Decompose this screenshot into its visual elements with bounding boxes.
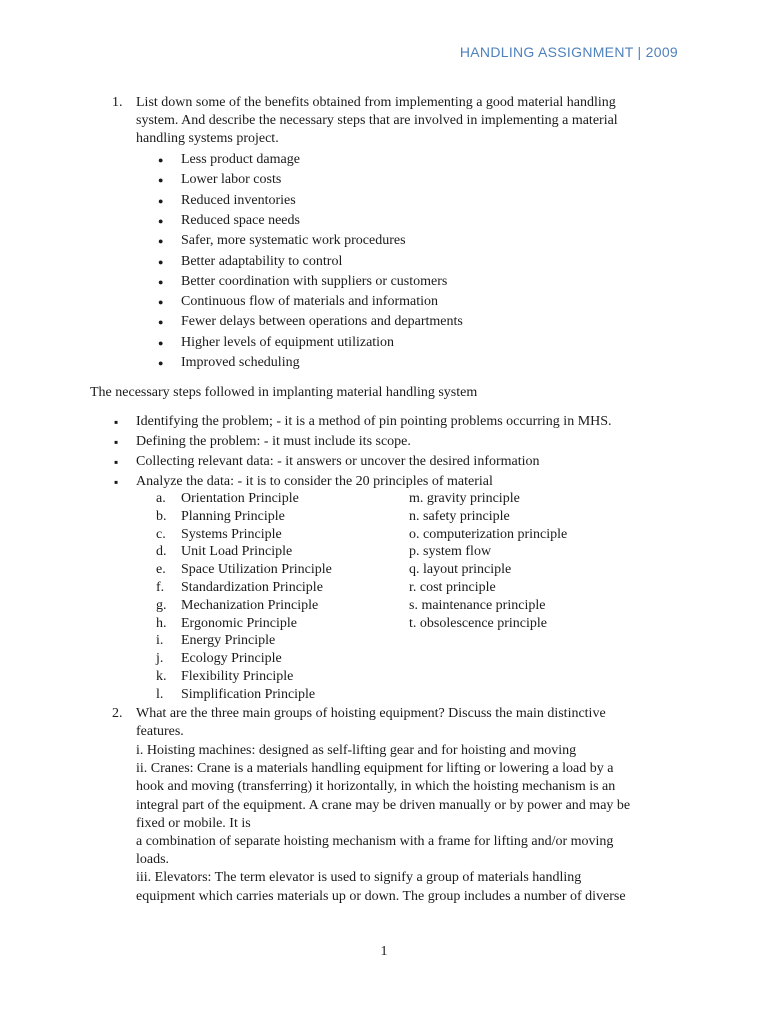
answer-line: fixed or mobile. It is <box>136 815 251 831</box>
benefit-item: ● Fewer delays between operations and departments <box>181 313 463 331</box>
principle-item <box>156 597 319 615</box>
question-line: handling systems project. <box>136 131 279 146</box>
principle-text: Ecology Principle <box>181 651 282 667</box>
question-line: system. And describe the necessary steps that are involved in implementing a material <box>136 113 618 128</box>
principle-item <box>156 526 282 544</box>
principle-text: Orientation Principle <box>181 491 299 506</box>
principle-text: Mechanization Principle <box>181 597 319 613</box>
principle-letter: g. <box>156 597 167 613</box>
principle-item <box>156 632 276 650</box>
principle-letter: f. <box>156 580 165 595</box>
answer-line: i. Hoisting machines: designed as self-lifting gear and for hoisting and moving <box>136 743 577 758</box>
question-line: What are the three main groups of hoisting equipment? Discuss the main distinctive <box>136 706 606 721</box>
principle-item: r. cost principle <box>409 580 496 595</box>
principle-letter: e. <box>156 562 166 578</box>
principle-item: o. computerization principle <box>409 526 568 542</box>
principle-item <box>156 543 293 561</box>
principle-letter: d. <box>156 544 167 560</box>
answer-line: ii. Cranes: Crane is a materials handling equipment for lifting or lowering a load by a <box>136 761 614 777</box>
benefit-item: ● Improved scheduling <box>181 354 300 372</box>
principle-letter: c. <box>156 526 166 542</box>
answer-line: loads. <box>136 852 170 868</box>
principle-text: Ergonomic Principle <box>181 615 297 631</box>
principle-text: Energy Principle <box>181 633 276 649</box>
benefit-item: ● Reduced space needs <box>181 212 300 230</box>
principle-item: m. gravity principle <box>409 491 520 506</box>
principle-text: Flexibility Principle <box>181 669 294 684</box>
benefit-item: ● Less product damage <box>181 151 300 169</box>
steps-intro: The necessary steps followed in implanting material handling system <box>90 385 478 400</box>
answer-line: equipment which carries materials up or down. The group includes a number of diverse <box>136 888 626 904</box>
principle-letter: i. <box>156 633 164 649</box>
principle-item <box>156 490 299 508</box>
benefit-item: ● Better adaptability to control <box>181 253 342 271</box>
principle-text: Space Utilization Principle <box>181 562 332 578</box>
principle-text: Standardization Principle <box>181 580 323 595</box>
benefit-item: ● Higher levels of equipment utilization <box>181 334 394 352</box>
running-header: HANDLING ASSIGNMENT | 2009 <box>459 44 678 60</box>
question-number: 2. <box>112 706 123 721</box>
principle-item <box>156 650 282 668</box>
principle-item <box>156 686 316 704</box>
principle-item <box>156 615 297 633</box>
question-number: 1. <box>112 95 123 110</box>
question-line: List down some of the benefits obtained from implementing a good material handling <box>136 95 616 110</box>
step-item: ▪ Analyze the data: - it is to consider the 20 principles of material <box>136 473 493 491</box>
principle-letter: h. <box>156 615 167 631</box>
principle-text: Unit Load Principle <box>181 544 293 560</box>
step-item: ▪ Identifying the problem; - it is a method of pin pointing problems occurring in MHS. <box>136 413 612 431</box>
principle-text: Systems Principle <box>181 526 282 542</box>
principle-item <box>156 579 323 597</box>
answer-line: integral part of the equipment. A crane may be driven manually or by power and may be <box>136 797 631 813</box>
principle-text: Planning Principle <box>181 508 285 524</box>
benefit-item: ● Lower labor costs <box>181 171 281 189</box>
principle-item <box>156 508 285 526</box>
principle-letter: l. <box>156 686 164 702</box>
principle-letter: j. <box>156 651 164 667</box>
principle-letter: a. <box>156 491 166 506</box>
principle-item: q. layout principle <box>409 562 512 578</box>
step-item: ▪ Defining the problem: - it must include its scope. <box>136 433 411 451</box>
principle-letter: b. <box>156 508 167 524</box>
answer-line: iii. Elevators: The term elevator is used to signify a group of materials handling <box>136 870 582 886</box>
principle-item <box>156 561 332 579</box>
question-2-text <box>136 705 676 741</box>
benefit-item: ● Continuous flow of materials and information <box>181 293 438 311</box>
step-item: ▪ Collecting relevant data: - it answers or uncover the desired information <box>136 453 540 471</box>
principle-item: n. safety principle <box>409 508 510 524</box>
principle-item: t. obsolescence principle <box>409 615 548 631</box>
question-1-text <box>136 94 676 148</box>
page-number: 1 <box>380 944 388 959</box>
principle-text: Simplification Principle <box>181 686 316 702</box>
principle-item: s. maintenance principle <box>409 597 546 613</box>
principle-letter: k. <box>156 669 167 684</box>
benefit-item: ● Reduced inventories <box>181 192 296 210</box>
principle-item <box>156 668 294 686</box>
answer-line: hook and moving (transferring) it horizontally, in which the hoisting mechanism is an <box>136 779 616 795</box>
benefit-item: ● Safer, more systematic work procedures <box>181 232 406 250</box>
answer-line: a combination of separate hoisting mechanism with a frame for lifting and/or moving <box>136 834 614 849</box>
benefit-item: ● Better coordination with suppliers or customers <box>181 273 447 291</box>
principle-item: p. system flow <box>409 544 492 560</box>
question-line: features. <box>136 724 184 739</box>
